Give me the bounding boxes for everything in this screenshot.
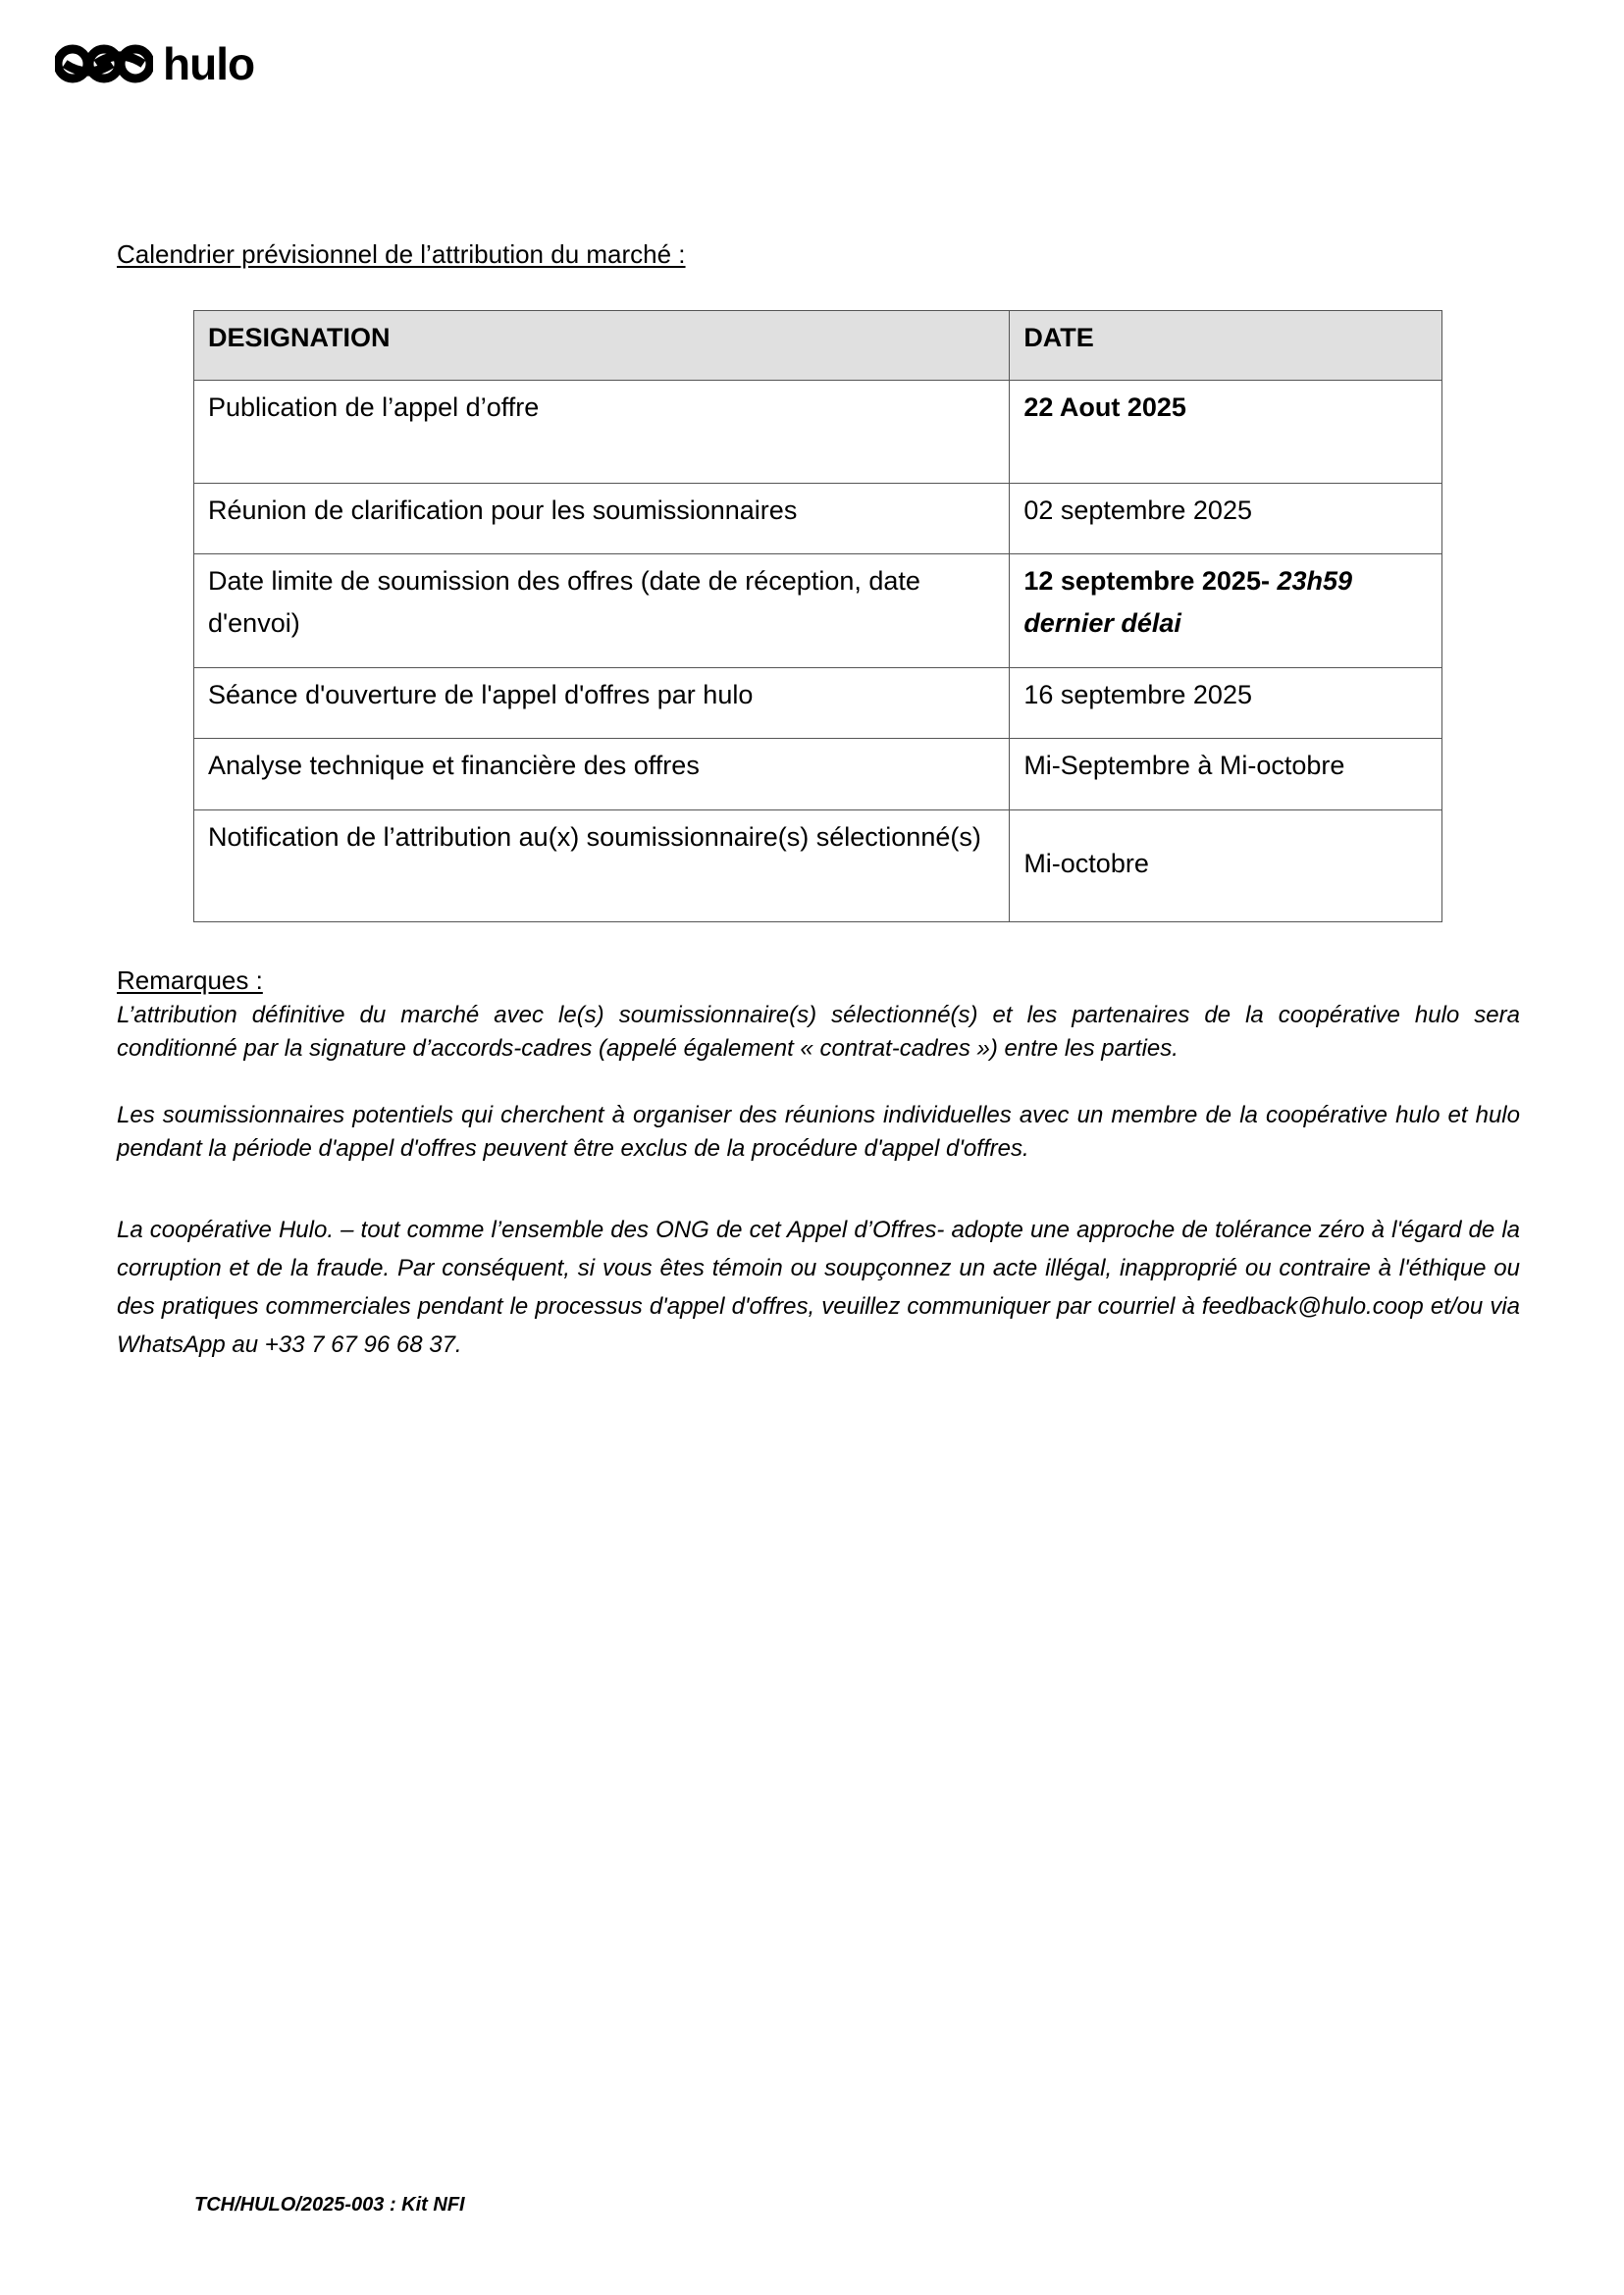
hulo-logo [55, 39, 254, 88]
date-cell: 02 septembre 2025 [1010, 484, 1442, 554]
designation-cell: Séance d'ouverture de l'appel d'offres par hulo [194, 668, 1010, 739]
schedule-table [193, 310, 1442, 922]
date-cell: 16 septembre 2025 [1010, 668, 1442, 739]
remark-paragraph-3: La coopérative Hulo. – tout comme l’ensemble des ONG de cet Appel d’Offres- adopte une approche de tolérance zéro à l'égard de la corruption et de la fraude. Par conséquent, si vous êtes témoin ou soupçonnez un acte illégal, inapproprié ou contraire à l'éthique ou des pratiques commerciales pendant le processus d'appel d'offres, veuillez communiquer par courriel à feedback@hulo.coop et/ou via WhatsApp au +33 7 67 96 68 37. [117, 1217, 1520, 1358]
table-row [194, 484, 1442, 554]
header-date: DATE [1010, 311, 1442, 381]
document-reference: TCH/HULO/2025-003 : Kit NFI [194, 2194, 465, 2216]
header-designation: DESIGNATION [194, 311, 1010, 381]
table-header-row [194, 311, 1442, 381]
date-cell: Mi-Septembre à Mi-octobre [1010, 739, 1442, 810]
table-row [194, 668, 1442, 739]
designation-cell: Publication de l’appel d’offre [194, 381, 1010, 484]
deadline-time: 23h59 dernier délai [1023, 566, 1353, 639]
hulo-logo-icon [55, 44, 153, 83]
deadline-date: 12 septembre 2025- [1023, 566, 1278, 596]
table-row [194, 381, 1442, 484]
designation-cell: Date limite de soumission des offres (date de réception, date d'envoi) [194, 554, 1010, 668]
table-row [194, 554, 1442, 668]
remarks-title: Remarques : [117, 965, 263, 995]
table-row [194, 810, 1442, 922]
date-cell: Mi-octobre [1010, 810, 1442, 922]
remark-paragraph-1: L’attribution définitive du marché avec le(s) soumissionnaire(s) sélectionné(s) et les partenaires de la coopérative hulo sera conditionné par la signature d’accords-cadres (appelé également « contrat-cadres ») entre les parties. [117, 1002, 1520, 1062]
date-cell [1010, 554, 1442, 668]
section-title: Calendrier prévisionnel de l’attribution du marché : [117, 239, 686, 269]
designation-cell: Notification de l’attribution au(x) soumissionnaire(s) sélectionné(s) [194, 810, 1010, 922]
table-row [194, 739, 1442, 810]
remark-paragraph-2: Les soumissionnaires potentiels qui cherchent à organiser des réunions individuelles avec un membre de la coopérative hulo et hulo pendant la période d'appel d'offres peuvent être exclus de la procédure d'appel d'offres. [117, 1102, 1520, 1162]
logo-wordmark: hulo [163, 38, 255, 89]
designation-cell: Réunion de clarification pour les soumissionnaires [194, 484, 1010, 554]
date-cell: 22 Aout 2025 [1010, 381, 1442, 484]
designation-cell: Analyse technique et financière des offres [194, 739, 1010, 810]
